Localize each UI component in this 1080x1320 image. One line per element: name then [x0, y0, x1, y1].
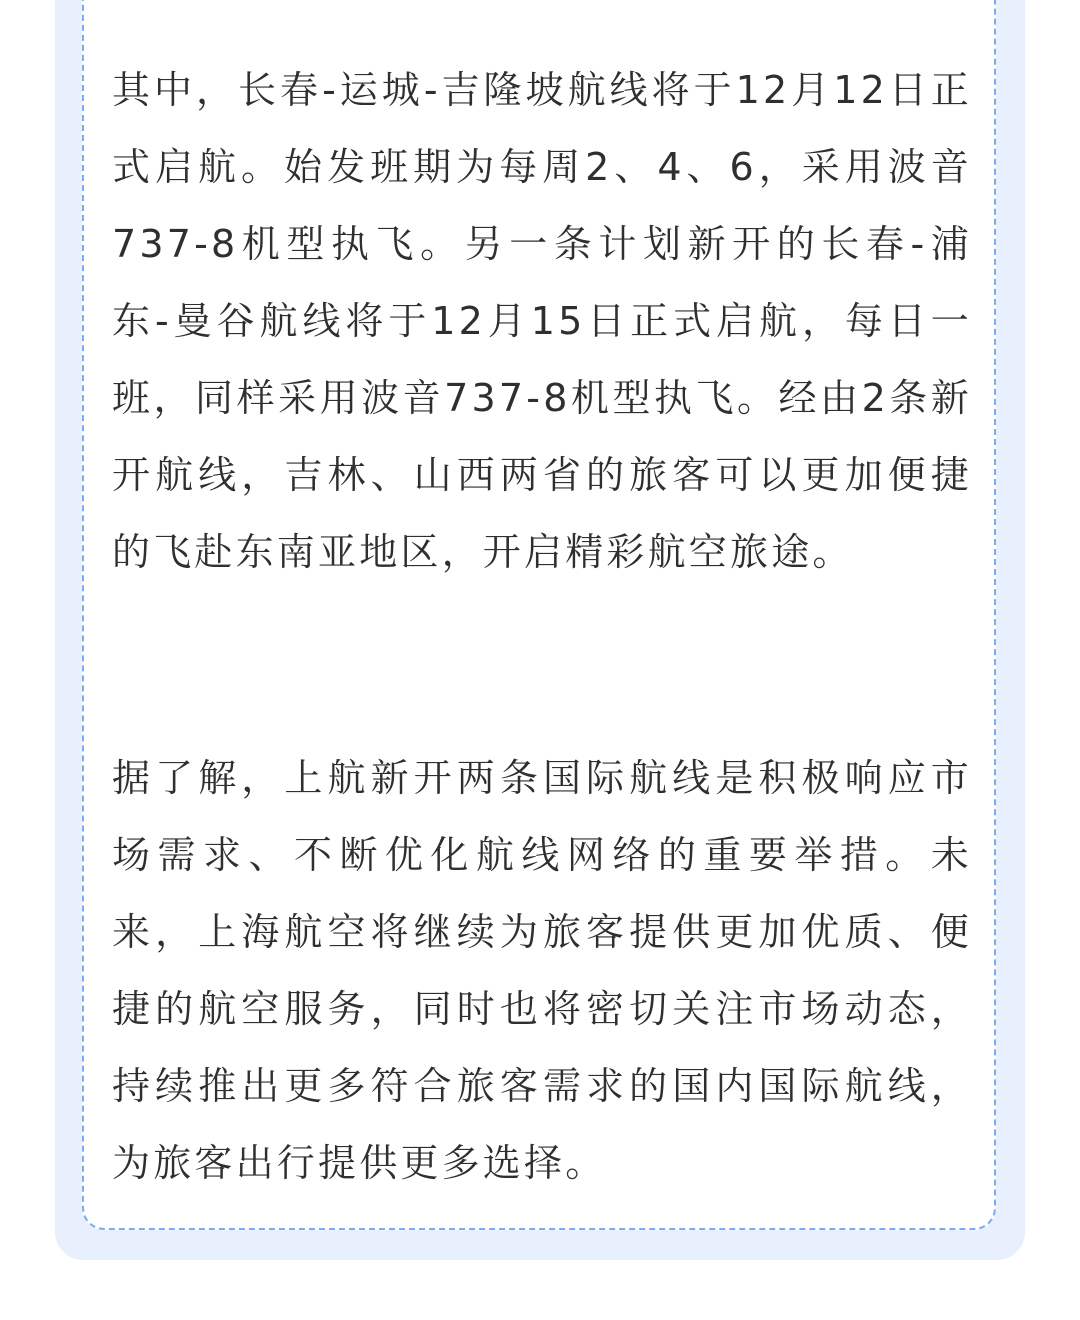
- article-paragraph-routes: 其中，长春-运城-吉隆坡航线将于12月12日正式启航。始发班期为每周2、4、6，采用波音737-8机型执飞。另一条计划新开的长春-浦东-曼谷航线将于12月15日正式启航，每日一班，同样采用波音737-8机型执飞。经由2条新开航线，吉林、山西两省的旅客可以更加便捷的飞赴东南亚地区，开启精彩航空旅途。: [112, 68, 972, 574]
- article-paragraph-outlook: 据了解，上航新开两条国际航线是积极响应市场需求、不断优化航线网络的重要举措。未来，上海航空将继续为旅客提供更加优质、便捷的航空服务，同时也将密切关注市场动态，持续推出更多符合旅客需求的国内国际航线，为旅客出行提供更多选择。: [112, 756, 972, 1185]
